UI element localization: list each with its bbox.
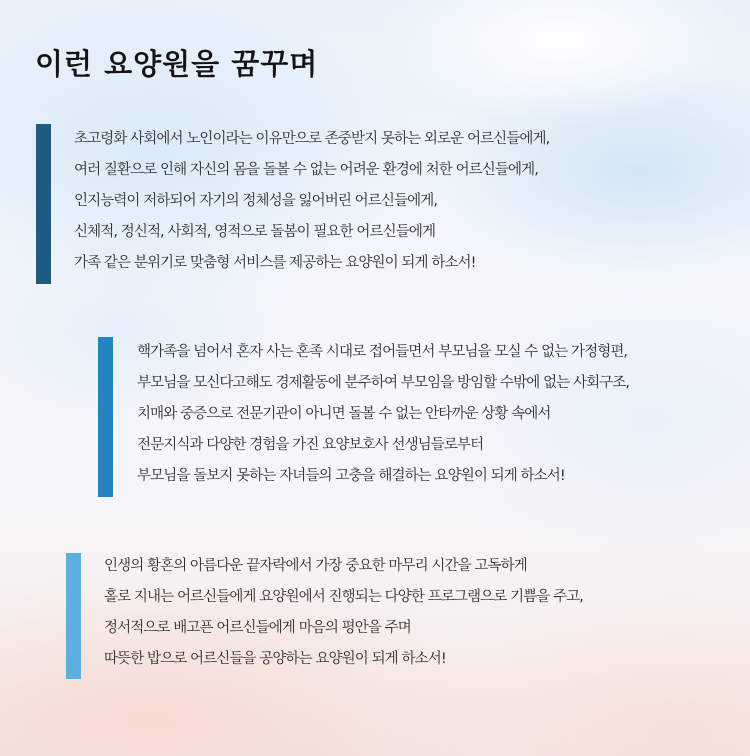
- text-line: 전문지식과 다양한 경험을 가진 요양보호사 선생님들로부터: [137, 437, 484, 453]
- section-1-text: [74, 124, 549, 279]
- text-line: 초고령화 사회에서 노인이라는 이유만으로 존중받지 못하는 외로운 어르신들에게,: [74, 131, 550, 147]
- text-line: 핵가족을 넘어서 혼자 사는 혼족 시대로 접어들면서 부모님을 모실 수 없는 가정형편,: [137, 344, 628, 360]
- text-line: 인생의 황혼의 아름다운 끝자락에서 가장 중요한 마무리 시간을 고독하게: [104, 558, 527, 574]
- section-2: [98, 337, 738, 497]
- section-1-accent-bar: [36, 124, 51, 284]
- text-line: 부모님을 돌보지 못하는 자녀들의 고충을 해결하는 요양원이 되게 하소서!: [137, 468, 565, 484]
- text-line: 인지능력이 저하되어 자기의 정체성을 잃어버린 어르신들에게,: [74, 193, 438, 209]
- text-line: 치매와 중증으로 전문기관이 아니면 돌볼 수 없는 안타까운 상황 속에서: [137, 406, 551, 422]
- text-line: 따뜻한 밥으로 어르신들을 공양하는 요양원이 되게 하소서!: [104, 651, 446, 667]
- section-2-text: [137, 337, 629, 492]
- text-line: 부모님을 모신다고해도 경제활동에 분주하여 부모임을 방임할 수밖에 없는 사회구조,: [137, 375, 630, 391]
- text-line: 신체적, 정신적, 사회적, 영적으로 돌봄이 필요한 어르신들에게: [74, 224, 436, 240]
- text-line: 가족 같은 분위기로 맞춤형 서비스를 제공하는 요양원이 되게 하소서!: [74, 255, 476, 271]
- text-line: 여러 질환으로 인해 자신의 몸을 돌볼 수 없는 어려운 환경에 처한 어르신들에게,: [74, 162, 538, 178]
- page-title: 이런 요양원을 꿈꾸며: [35, 47, 319, 81]
- section-3-accent-bar: [66, 553, 81, 679]
- text-line: 정서적으로 배고픈 어르신들에게 마음의 평안을 주며: [104, 620, 411, 636]
- section-3-text: [104, 551, 583, 675]
- section-3: [66, 553, 736, 679]
- text-line: 홀로 지내는 어르신들에게 요양원에서 진행되는 다양한 프로그램으로 기쁨을 주고,: [104, 589, 584, 605]
- section-1: [36, 124, 736, 284]
- section-2-accent-bar: [98, 337, 113, 497]
